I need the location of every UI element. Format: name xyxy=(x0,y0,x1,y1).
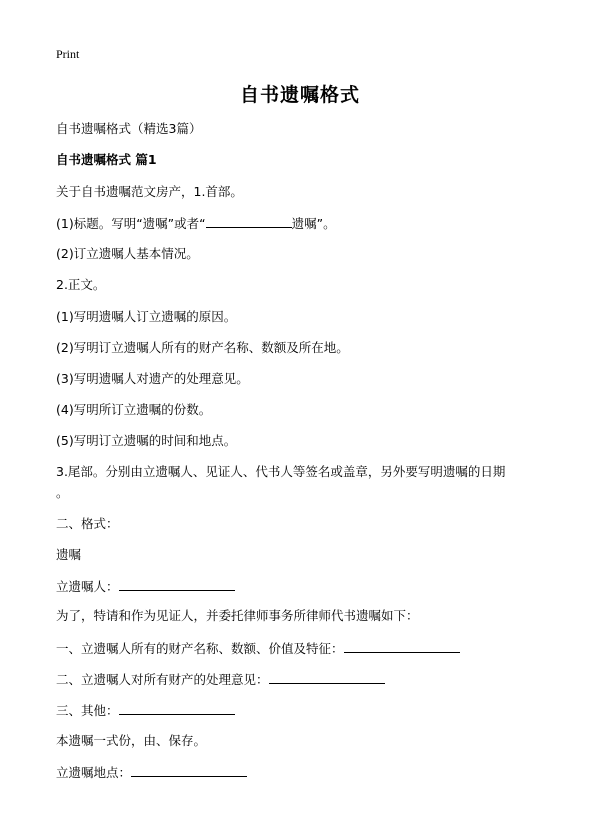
fill-blank-line xyxy=(344,640,460,653)
paragraph: (2)订立遗嘱人基本情况。 xyxy=(56,246,199,261)
paragraph-with-blank xyxy=(56,640,460,657)
text-segment: (1)标题。写明“遗嘱”或者“ xyxy=(56,216,206,231)
text-segment: 立遗嘱人： xyxy=(56,579,119,594)
paragraph-with-blank xyxy=(56,671,385,688)
paragraph: 本遗嘱一式份，由、保存。 xyxy=(56,733,207,748)
paragraph-with-blank xyxy=(56,215,336,232)
print-label: Print xyxy=(56,47,80,61)
paragraph: 2.正文。 xyxy=(56,277,106,292)
paragraph: (3)写明遗嘱人对遗产的处理意见。 xyxy=(56,371,249,386)
paragraph: 关于自书遗嘱范文房产，1.首部。 xyxy=(56,184,243,199)
subtitle: 自书遗嘱格式（精选3篇） xyxy=(56,121,202,136)
paragraph: 二、格式： xyxy=(56,516,119,531)
paragraph-with-blank xyxy=(56,578,235,595)
text-segment: 一、立遗嘱人所有的财产名称、数额、价值及特征： xyxy=(56,641,344,656)
section-heading: 自书遗嘱格式 篇1 xyxy=(56,152,157,167)
paragraph: (5)写明订立遗嘱的时间和地点。 xyxy=(56,433,237,448)
text-segment: 三、其他： xyxy=(56,703,119,718)
fill-blank-line xyxy=(119,578,235,591)
paragraph: 遗嘱 xyxy=(56,547,82,562)
text-segment: 二、立遗嘱人对所有财产的处理意见： xyxy=(56,672,269,687)
text-segment: 立遗嘱地点： xyxy=(56,765,132,780)
paragraph-with-blank xyxy=(56,764,247,781)
fill-blank-line xyxy=(119,702,235,715)
paragraph: 为了，特请和作为见证人，并委托律师事务所律师代书遗嘱如下： xyxy=(56,608,419,623)
paragraph-with-blank xyxy=(56,702,235,719)
paragraph: (4)写明所订立遗嘱的份数。 xyxy=(56,402,212,417)
fill-blank-line xyxy=(206,215,292,228)
paragraph: (2)写明订立遗嘱人所有的财产名称、数额及所在地。 xyxy=(56,340,349,355)
fill-blank-line xyxy=(269,671,385,684)
text-segment: 遗嘱”。 xyxy=(291,216,336,231)
paragraph-continuation: 。 xyxy=(56,485,69,500)
paragraph: (1)写明遗嘱人订立遗嘱的原因。 xyxy=(56,309,237,324)
paragraph: 3.尾部。分别由立遗嘱人、见证人、代书人等签名或盖章，另外要写明遗嘱的日期 xyxy=(56,464,506,479)
fill-blank-line xyxy=(131,764,247,777)
document-title: 自书遗嘱格式 xyxy=(239,84,360,106)
